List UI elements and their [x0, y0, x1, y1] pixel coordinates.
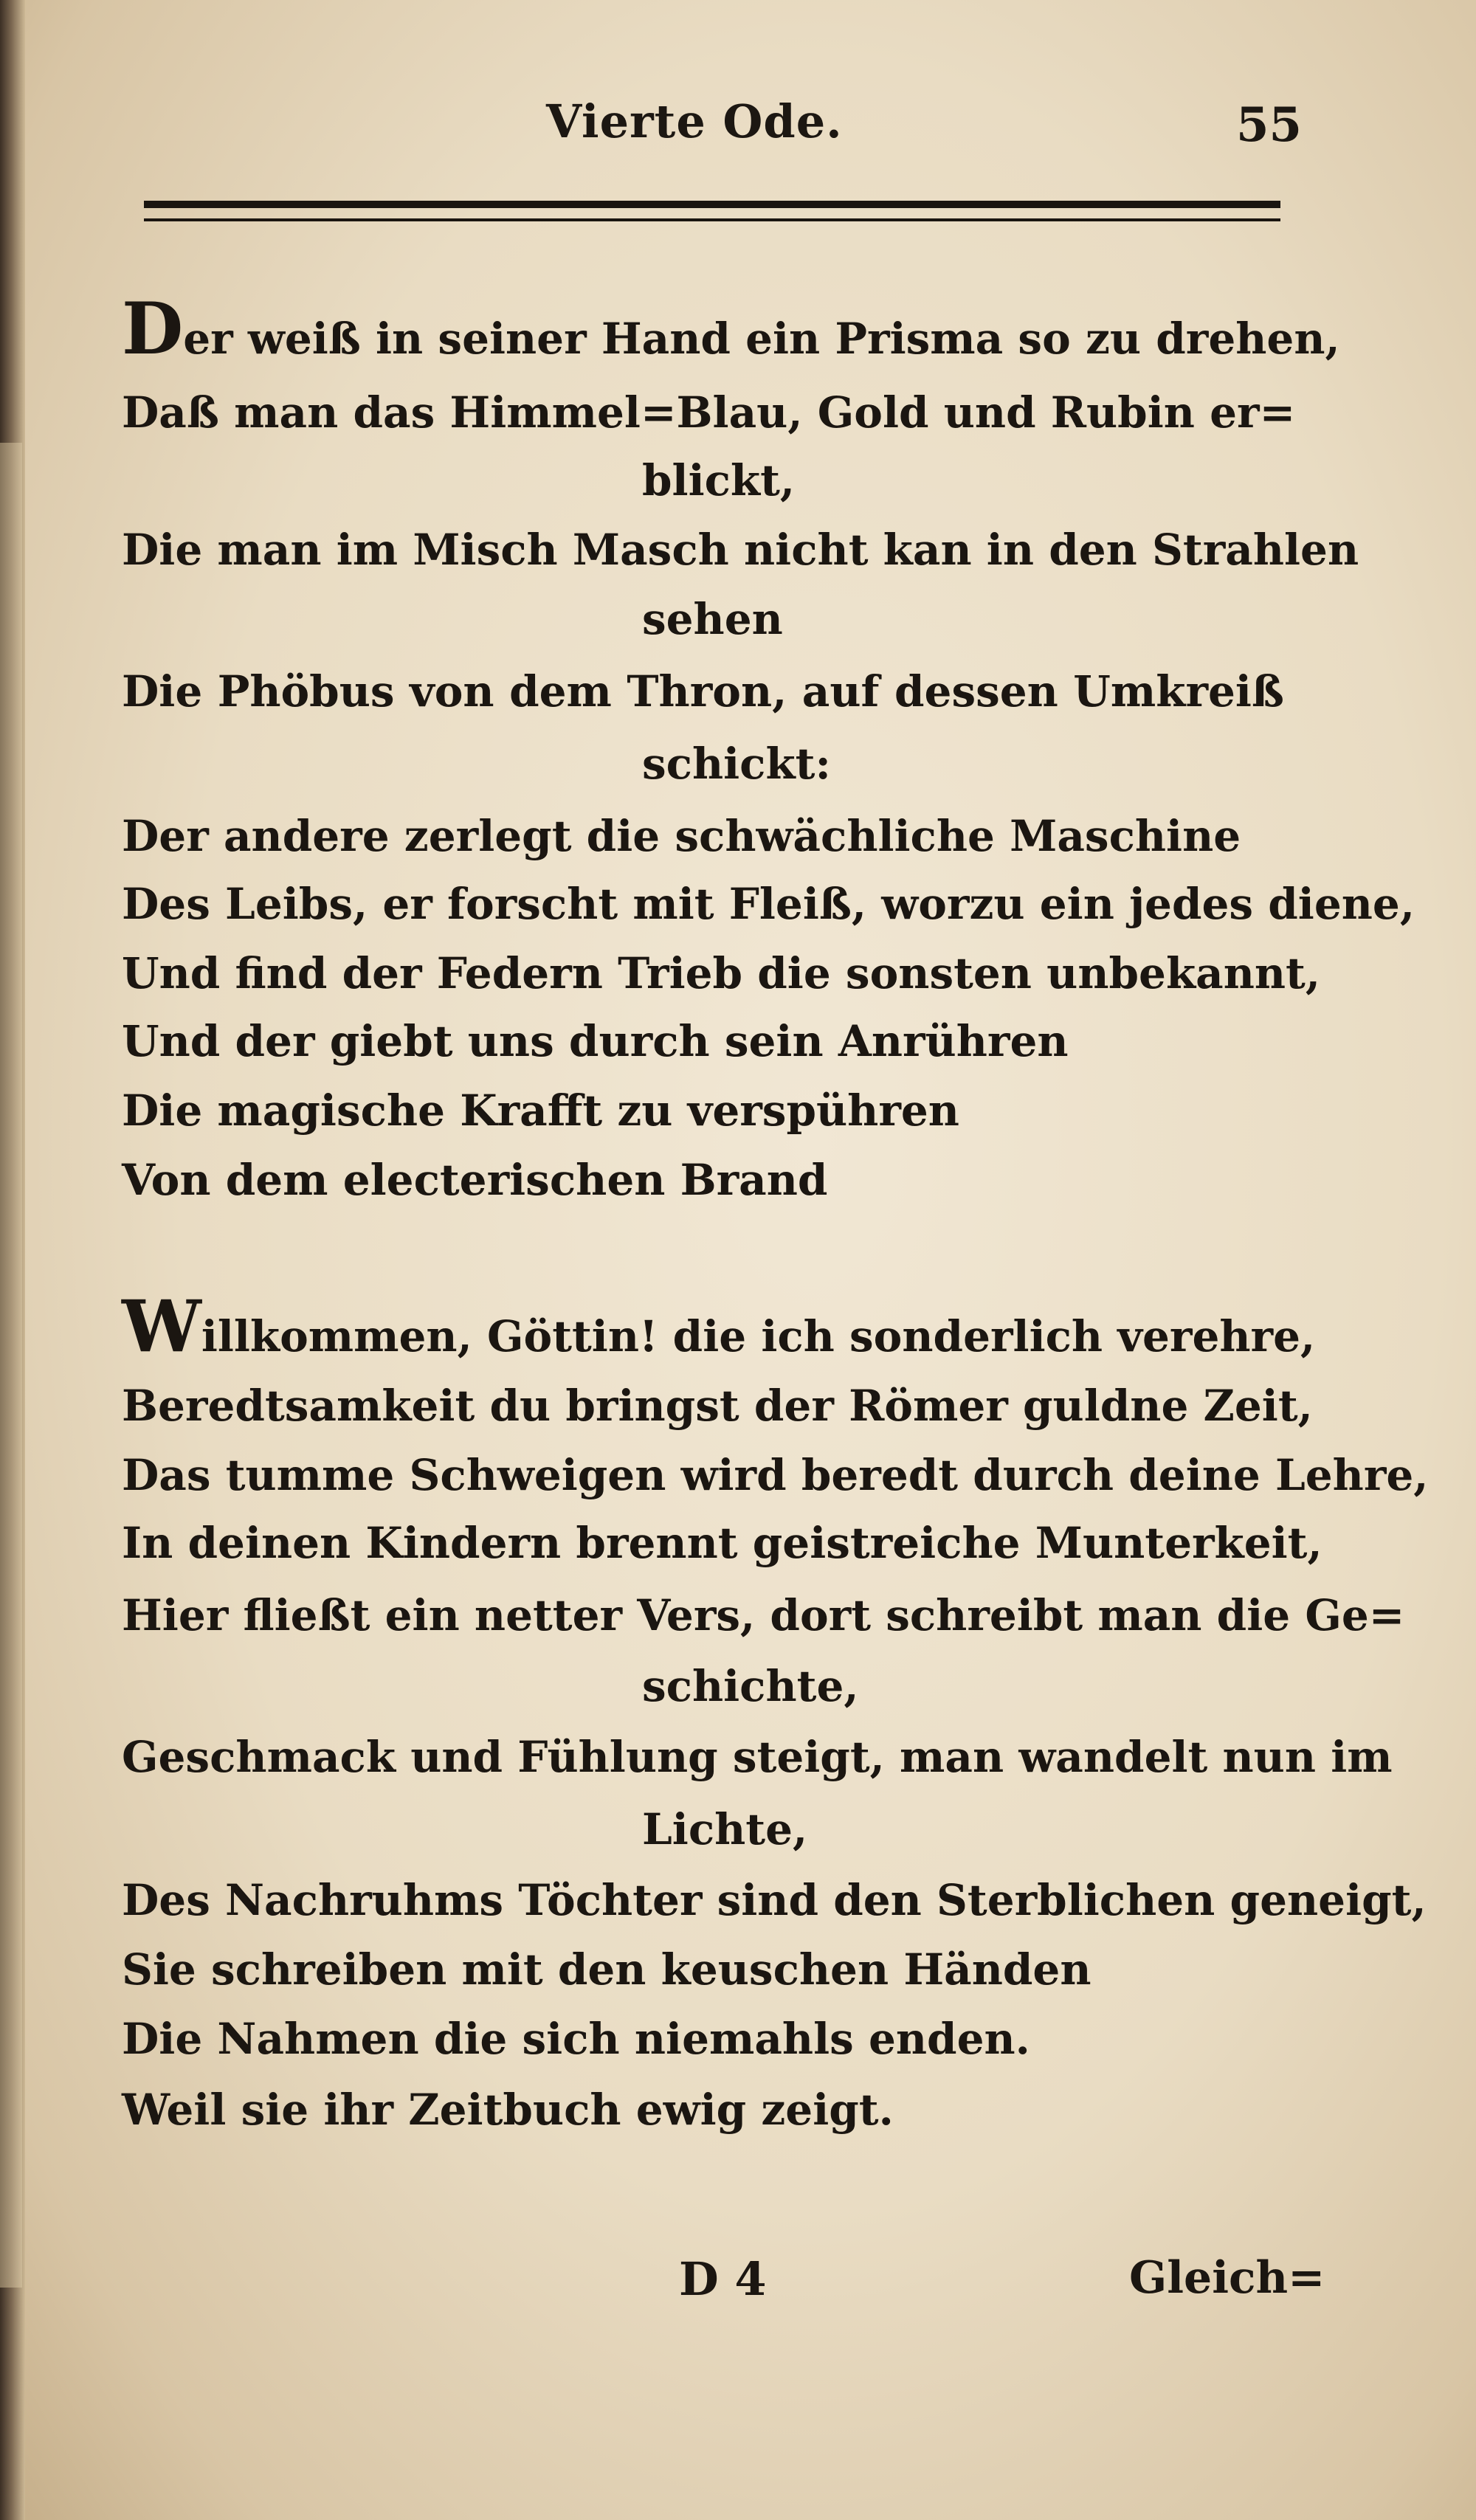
poem-line: Der andere zerlegt die schwächliche Maschine: [122, 811, 1241, 861]
poem-line: Von dem electerischen Brand: [122, 1155, 828, 1205]
poem-line: Die man im Misch Masch nicht kan in den Strahlen: [122, 525, 1359, 575]
poem-line-continuation: sehen: [642, 594, 783, 644]
poem-line: [122, 287, 1340, 370]
poem-line: Geschmack und Fühlung steigt, man wandelt nun im: [122, 1732, 1393, 1782]
catchword: Gleich=: [1129, 2252, 1325, 2304]
poem-line: Beredtsamkeit du bringst der Römer guldne Zeit,: [122, 1381, 1313, 1431]
poem-line: [122, 1285, 1316, 1368]
poem-line: Des Nachruhms Töchter sind den Sterblichen geneigt,: [122, 1875, 1427, 1925]
poem-line: Weil sie ihr Zeitbuch ewig zeigt.: [122, 2085, 894, 2135]
signature-mark: D 4: [679, 2252, 767, 2306]
poem-line-continuation: schickt:: [642, 739, 831, 789]
drop-cap: W: [122, 1285, 201, 1368]
drop-cap: D: [122, 287, 184, 370]
poem-line-text: illkommen, Göttin! die ich sonderlich verehre,: [201, 1311, 1316, 1361]
poem-line: Und find der Federn Trieb die sonsten unbekannt,: [122, 948, 1321, 998]
poem-line: Die Nahmen die sich niemahls enden.: [122, 2014, 1030, 2064]
poem-line: Daß man das Himmel=Blau, Gold und Rubin er=: [122, 387, 1296, 438]
poem-line-text: er weiß in seiner Hand ein Prisma so zu drehen,: [183, 314, 1340, 364]
poem-line: In deinen Kindern brennt geistreiche Munterkeit,: [122, 1518, 1322, 1568]
poem-line: Hier fließt ein netter Vers, dort schreibt man die Ge=: [122, 1590, 1405, 1640]
poem-line: Das tumme Schweigen wird beredt durch deine Lehre,: [122, 1450, 1429, 1500]
poem-line-continuation: Lichte,: [642, 1804, 808, 1854]
poem-line: Und der giebt uns durch sein Anrühren: [122, 1016, 1069, 1066]
poem-line: Sie schreiben mit den keuschen Händen: [122, 1944, 1092, 1995]
poem-line-continuation: schichte,: [642, 1661, 859, 1711]
poem-line: Die magische Krafft zu verspühren: [122, 1085, 959, 1136]
poem-line: Des Leibs, er forscht mit Fleiß, worzu ein jedes diene,: [122, 879, 1415, 929]
page-number: 55: [1236, 97, 1303, 153]
poem-line-continuation: blickt,: [642, 455, 796, 505]
poem-line: Die Phöbus von dem Thron, auf dessen Umkreiß: [122, 666, 1284, 717]
running-title: Vierte Ode.: [546, 94, 843, 148]
